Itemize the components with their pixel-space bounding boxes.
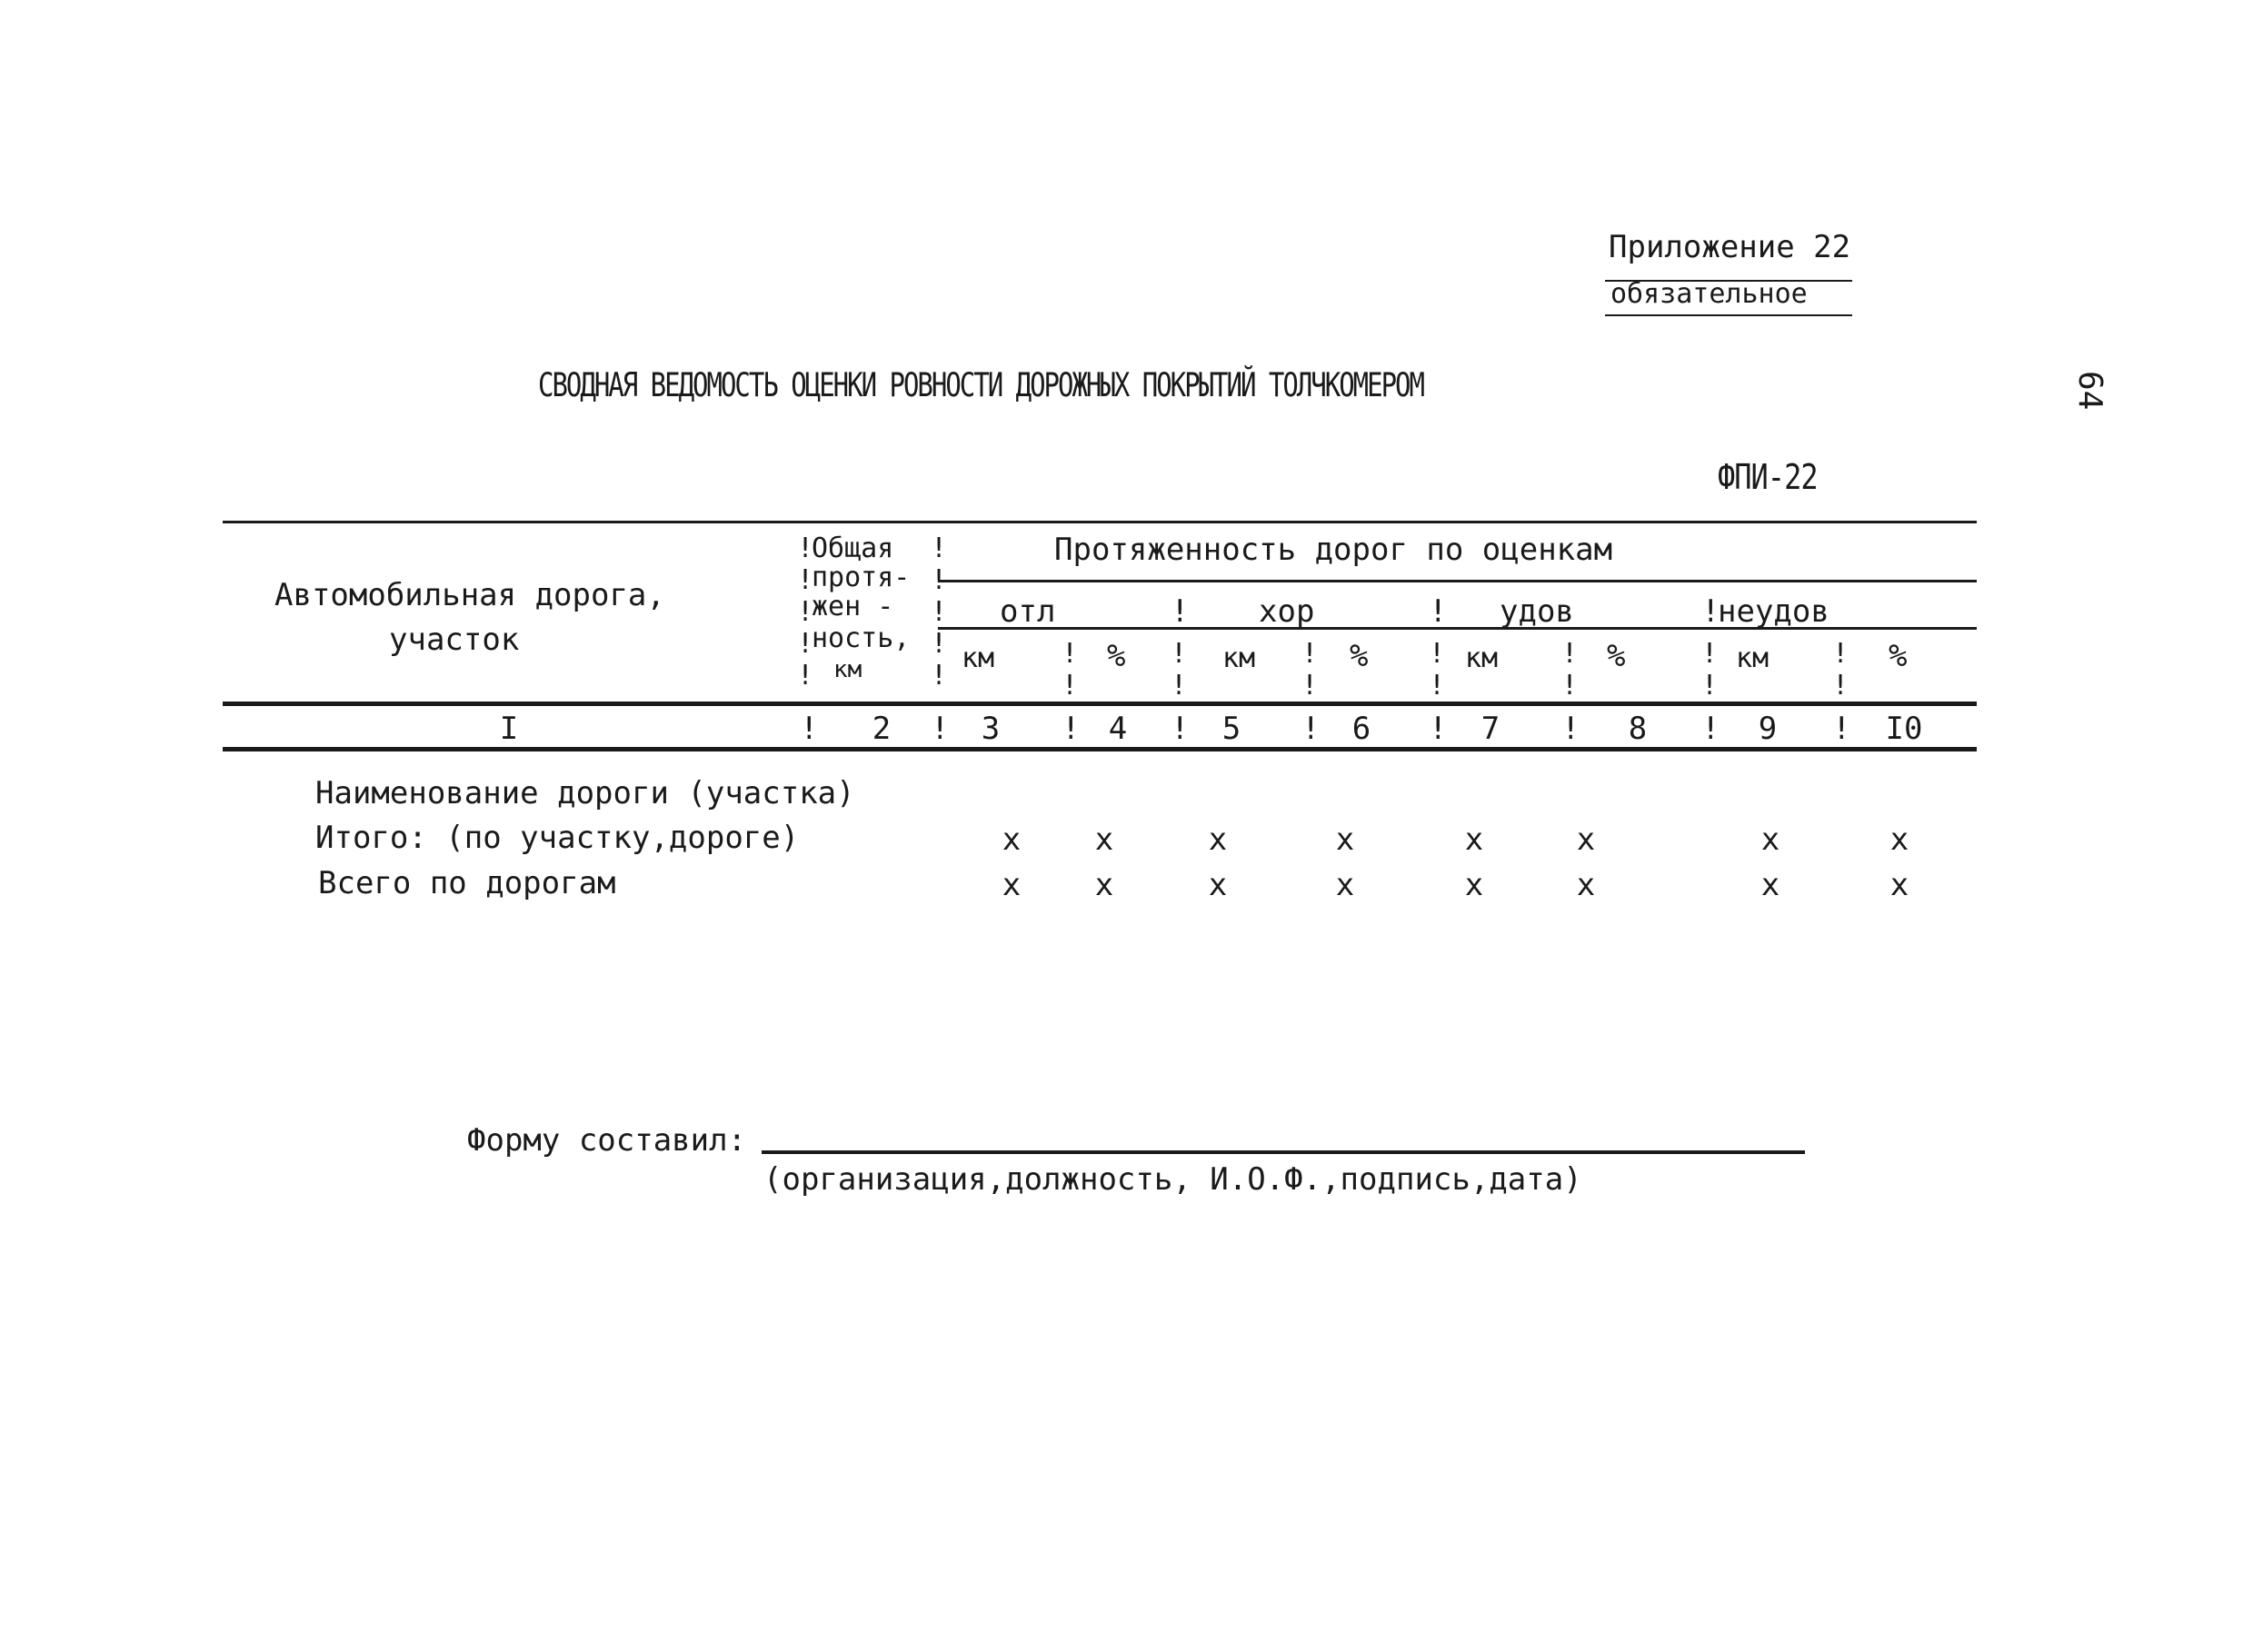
document-title: СВОДНАЯ ВЕДОМОСТЬ ОЦЕНКИ РОВНОСТИ ДОРОЖНЫХ ПОКРЫТИЙ ТОЛЧКОМЕРОМ — [538, 365, 1423, 404]
table-cell: x — [1002, 867, 1022, 903]
table-cell: x — [1335, 867, 1355, 903]
separator-mark: ! — [1171, 593, 1190, 630]
signature-line — [762, 1150, 1805, 1154]
signature-caption: (организация,должность, И.О.Ф.,подпись,дата) — [763, 1161, 1582, 1198]
separator-mark: ! ! — [1832, 638, 1849, 702]
unit-km-good: км — [1222, 642, 1256, 674]
grade-header-rule — [938, 580, 1977, 582]
separator-mark: ! — [1429, 711, 1448, 747]
appendix-title: Приложение 22 — [1609, 229, 1851, 265]
column-numbers-rule — [223, 747, 1977, 751]
table-cell: x — [1094, 821, 1114, 858]
table-cell: x — [1576, 821, 1596, 858]
row-label-subtotal: Итого: (по участку,дороге) — [315, 820, 800, 856]
separator-mark: ! — [800, 711, 819, 747]
table-cell: x — [1889, 821, 1909, 858]
header-length-line2: протя- — [812, 562, 911, 593]
separator-mark: ! — [1171, 711, 1190, 747]
signature-label: Форму составил: — [467, 1122, 747, 1159]
grade-good: хор — [1259, 593, 1315, 630]
separator-mark: ! ! — [1301, 638, 1319, 702]
grade-satisfactory: удов — [1500, 593, 1574, 630]
column-number-1: I — [499, 711, 519, 747]
row-label-road-name: Наименование дороги (участка) — [315, 775, 855, 811]
grade-unsatisfactory: неудов — [1718, 593, 1829, 630]
separator-mark: ! — [1701, 711, 1720, 747]
column-number-10: I0 — [1885, 711, 1923, 747]
table-cell: x — [1002, 821, 1022, 858]
separator-mark: ! — [1561, 711, 1580, 747]
header-length-line5: км — [833, 656, 862, 683]
table-cell: x — [1335, 821, 1355, 858]
table-cell: x — [1464, 821, 1484, 858]
unit-pct-excellent: % — [1107, 638, 1126, 674]
grade-excellent: отл — [1000, 593, 1056, 630]
unit-km-unsatisfactory: км — [1736, 642, 1770, 674]
header-bottom-rule — [223, 702, 1977, 706]
column-number-5: 5 — [1221, 711, 1241, 747]
table-cell: x — [1889, 867, 1909, 903]
column-number-4: 4 — [1108, 711, 1128, 747]
table-cell: x — [1208, 821, 1228, 858]
separator-mark: ! — [1429, 593, 1448, 630]
column-number-3: 3 — [981, 711, 1001, 747]
row-label-grand-total: Всего по дорогам — [318, 865, 616, 901]
separator-mark: ! — [1062, 711, 1081, 747]
column-number-2: 2 — [872, 711, 892, 747]
separator-mark: ! — [1832, 711, 1851, 747]
form-code: ФПИ-22 — [1718, 456, 1818, 498]
appendix-note: обязательное — [1610, 278, 1808, 310]
separator-mark: ! — [1701, 593, 1720, 630]
page-number: 64 — [2071, 371, 2108, 411]
header-length-line1: Общая — [812, 532, 894, 564]
table-cell: x — [1760, 821, 1780, 858]
separator-mark: ! ! — [1701, 638, 1719, 702]
column-number-8: 8 — [1628, 711, 1648, 747]
table-cell: x — [1464, 867, 1484, 903]
header-road-line2: участок — [389, 622, 520, 658]
separator-mark: ! ! — [1171, 638, 1188, 702]
separator-mark: ! ! — [1062, 638, 1079, 702]
unit-pct-satisfactory: % — [1607, 638, 1626, 674]
unit-km-excellent: км — [962, 642, 995, 674]
table-cell: x — [1760, 867, 1780, 903]
separator-mark: ! ! — [1561, 638, 1579, 702]
table-cell: x — [1208, 867, 1228, 903]
separator-mark: ! ! ! ! ! — [797, 532, 814, 692]
column-number-7: 7 — [1480, 711, 1500, 747]
header-length-line3: жен - — [812, 591, 894, 622]
header-road-line1: Автомобильная дорога, — [274, 577, 665, 613]
unit-pct-good: % — [1350, 638, 1369, 674]
appendix-note-underline — [1605, 314, 1852, 316]
header-length-line4: ность, — [812, 622, 911, 654]
table-cell: x — [1094, 867, 1114, 903]
unit-pct-unsatisfactory: % — [1889, 638, 1908, 674]
separator-mark: ! ! — [1429, 638, 1446, 702]
column-number-6: 6 — [1351, 711, 1371, 747]
table-cell: x — [1576, 867, 1596, 903]
unit-km-satisfactory: км — [1465, 642, 1499, 674]
column-number-9: 9 — [1758, 711, 1778, 747]
separator-mark: ! — [1301, 711, 1321, 747]
table-top-rule — [223, 521, 1977, 523]
separator-mark: ! ! ! ! ! — [931, 532, 948, 692]
header-group-title: Протяженность дорог по оценкам — [1054, 532, 1613, 568]
separator-mark: ! — [931, 711, 950, 747]
